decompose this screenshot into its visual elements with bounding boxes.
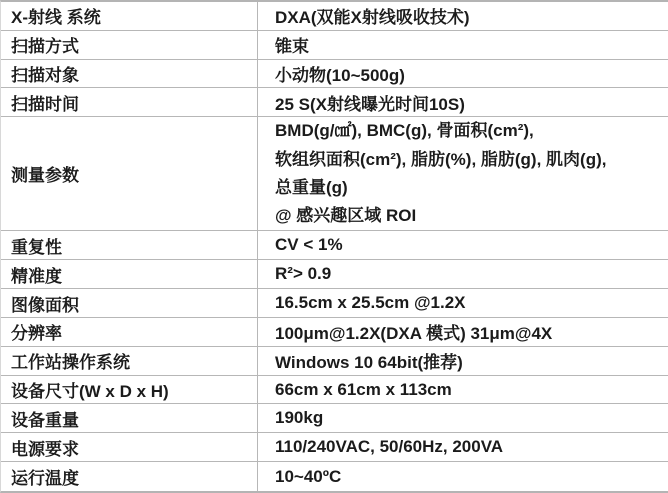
spec-label: 测量参数 [1,117,258,230]
spec-label: 运行温度 [1,462,258,491]
spec-row-accuracy [1,260,668,289]
spec-row-repeatability [1,231,668,260]
spec-value: 110/240VAC, 50/60Hz, 200VA [275,437,504,457]
spec-value: 66cm x 61cm x 113cm [275,379,452,399]
spec-value-multiline [258,117,668,230]
spec-value-line: 总重量(g) [275,177,348,197]
spec-label: 工作站操作系统 [1,347,258,375]
spec-row-xray-system [1,2,668,31]
spec-row-operating-temperature [1,462,668,491]
spec-label: 图像面积 [1,289,258,317]
spec-label: 电源要求 [1,433,258,461]
spec-label: 精准度 [1,260,258,288]
spec-row-scan-object [1,60,668,89]
spec-label: 设备尺寸(W x D x H) [1,376,258,404]
spec-label: 重复性 [1,231,258,259]
spec-row-resolution [1,318,668,347]
spec-label: 分辨率 [1,318,258,346]
spec-label: 设备重量 [1,404,258,432]
spec-value: 10~40ºC [275,466,342,486]
spec-value: CV < 1% [275,235,343,255]
spec-label: 扫描方式 [1,31,258,59]
spec-row-measurement-params [1,117,668,231]
spec-row-workstation-os [1,347,668,376]
spec-label: X-射线 系统 [1,2,258,30]
spec-row-device-dimensions [1,376,668,405]
spec-value: DXA(双能X射线吸收技术) [275,8,470,28]
spec-value: 小动物(10~500g) [275,66,405,86]
spec-value-line: 软组织面积(cm²), 脂肪(%), 脂肪(g), 肌肉(g), [275,149,607,169]
spec-value: R²> 0.9 [275,264,332,284]
spec-value: 25 S(X射线曝光时间10S) [275,94,465,114]
spec-value: Windows 10 64bit(推荐) [275,353,463,373]
spec-value: 锥束 [275,37,309,57]
spec-row-scan-mode [1,31,668,60]
spec-row-power-requirements [1,433,668,462]
spec-row-image-area [1,289,668,318]
spec-label: 扫描时间 [1,88,258,116]
spec-value-line: @ 感兴趣区域 ROI [275,206,417,226]
spec-value: 100μm@1.2X(DXA 模式) 31μm@4X [275,324,553,344]
spec-value: 190kg [275,408,324,428]
spec-value-line: BMD(g/㎠), BMC(g), 骨面积(cm²), [275,121,534,141]
spec-value: 16.5cm x 25.5cm @1.2X [275,293,466,313]
spec-row-scan-time [1,88,668,117]
spec-label: 扫描对象 [1,60,258,88]
spec-row-device-weight [1,404,668,433]
